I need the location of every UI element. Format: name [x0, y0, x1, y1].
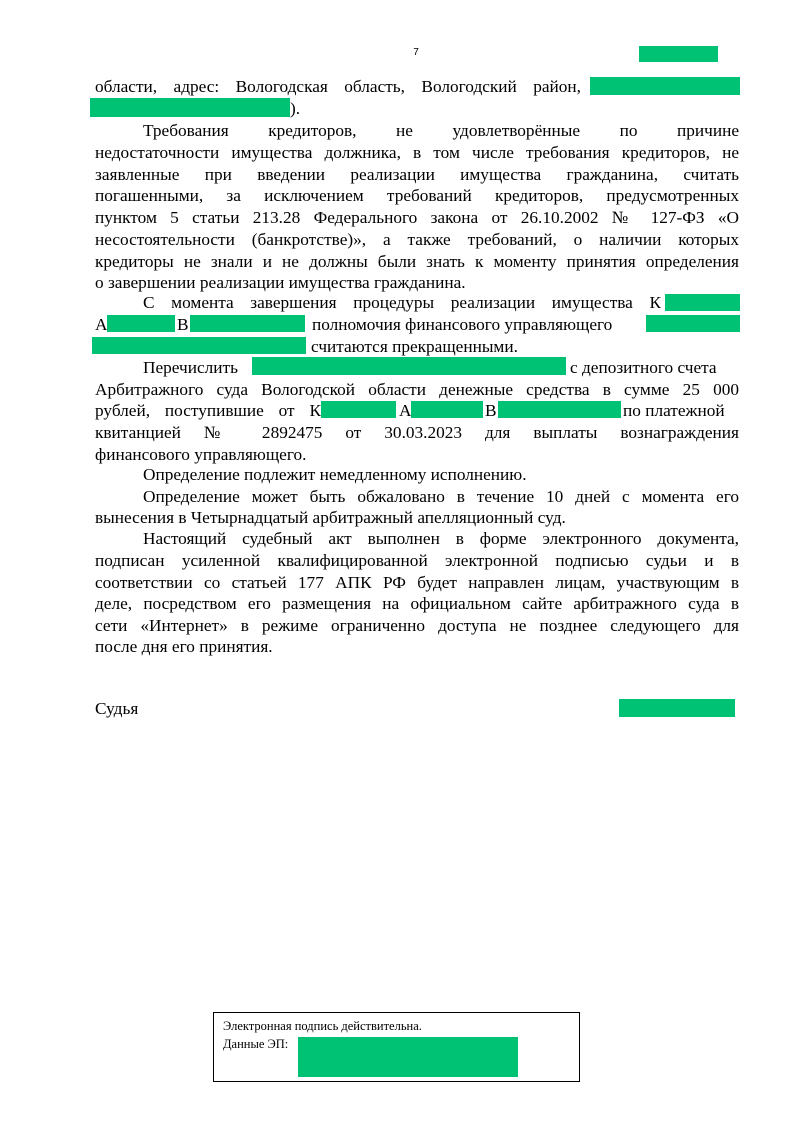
- text-line: считаются прекращенными.: [311, 337, 518, 356]
- text-line: ).: [290, 99, 301, 118]
- text-line: Определение подлежит немедленному исполнению.: [143, 465, 527, 484]
- text-line: недостаточности имущества должника, в том числе требования кредиторов, не: [95, 143, 739, 162]
- text-line: А В полномочия финансового управляющего: [95, 315, 613, 334]
- signature-valid-text: Электронная подпись действительна.: [223, 1019, 422, 1033]
- text-line: погашенными, за исключением требований кредиторов, предусмотренных: [95, 186, 739, 205]
- text-line: Требования кредиторов, не удовлетворённые по причине: [143, 121, 739, 140]
- text-line: рублей, поступившие от К А В по платежной: [95, 401, 725, 420]
- text-line: деле, посредством его размещения на официальном сайте арбитражного суда в: [95, 594, 739, 613]
- text-line: сети «Интернет» в режиме ограниченно доступа не позднее следующего для: [95, 616, 739, 635]
- text-line: заявленные при введении реализации имущества гражданина, считать: [95, 165, 739, 184]
- text-line: Арбитражного суда Вологодской области денежные средства в сумме 25 000: [95, 380, 739, 399]
- page-number: 7: [413, 47, 419, 58]
- text-line: о завершении реализации имущества гражданина.: [95, 273, 466, 292]
- text-line: пунктом 5 статьи 213.28 Федерального закона от 26.10.2002 № 127-ФЗ «О: [95, 208, 739, 227]
- signature-data-label: Данные ЭП:: [223, 1037, 289, 1051]
- text-line: Настоящий судебный акт выполнен в форме электронного документа,: [143, 529, 739, 548]
- judge-label: Судья: [95, 699, 139, 718]
- text-line: соответствии со статьей 177 АПК РФ будет направлен лицам, участвующим в: [95, 573, 739, 592]
- text-line: после дня его принятия.: [95, 637, 273, 656]
- text-line: вынесения в Четырнадцатый арбитражный апелляционный суд.: [95, 508, 566, 527]
- text-line: кредиторы не знали и не должны были знать к моменту принятия определения: [95, 252, 739, 271]
- text-line: подписан усиленной квалифицированной электронной подписью судьи и в: [95, 551, 739, 570]
- text-line: Перечислить с депозитного счета: [143, 358, 717, 377]
- signature-box: [213, 1012, 580, 1082]
- text-line: квитанцией № 2892475 от 30.03.2023 для выплаты вознаграждения: [95, 423, 739, 442]
- text-line: Определение может быть обжаловано в течение 10 дней с момента его: [143, 487, 739, 506]
- text-line: области, адрес: Вологодская область, Вологодский район,: [95, 77, 581, 96]
- text-line: финансового управляющего.: [95, 445, 307, 464]
- text-line: С момента завершения процедуры реализации имущества К: [143, 293, 661, 312]
- text-line: несостоятельности (банкротстве)», а также требований, о наличии которых: [95, 230, 739, 249]
- redacted-header: [639, 46, 718, 62]
